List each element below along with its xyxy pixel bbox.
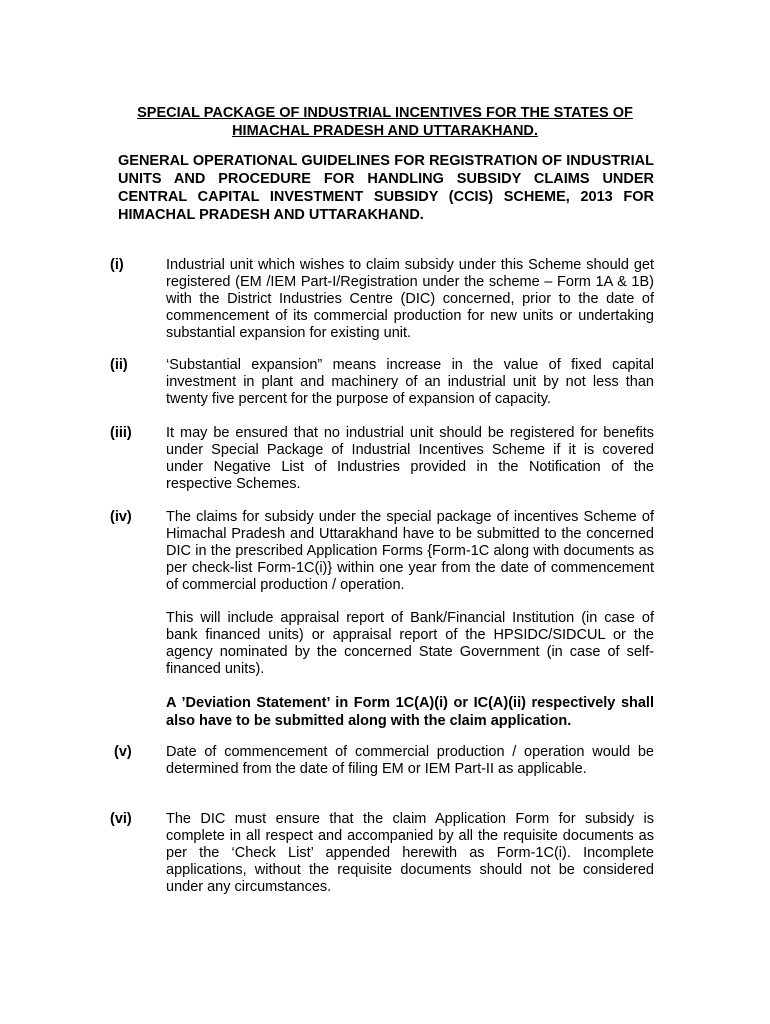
item-text: ‘Substantial expansion” means increase in the value of fixed capital investment in plant and machinery of an industrial unit by not less than twenty five percent for the purpose of expansion of capacity. xyxy=(166,357,654,407)
item-number: (i) xyxy=(110,257,124,273)
item-text: It may be ensured that no industrial unit should be registered for benefits under Special Package of Industrial Incentives Scheme if it is covered under Negative List of Industries provided in the Notification of the respective Schemes. xyxy=(166,425,654,492)
document-title xyxy=(100,104,670,140)
item-number: (iii) xyxy=(110,425,132,441)
item-text: Date of commencement of commercial production / operation would be determined from the date of filing EM or IEM Part-II as applicable. xyxy=(166,744,654,777)
title-line-1: SPECIAL PACKAGE OF INDUSTRIAL INCENTIVES FOR THE STATES OF xyxy=(137,105,633,121)
item-number: (ii) xyxy=(110,357,128,373)
guidelines-heading: GENERAL OPERATIONAL GUIDELINES FOR REGISTRATION OF INDUSTRIAL UNITS AND PROCEDURE FOR HANDLING SUBSIDY CLAIMS UNDER CENTRAL CAPITAL INVESTMENT SUBSIDY (CCIS) SCHEME, 2013 FOR HIMACHAL PRADESH AND UTTARAKHAND. xyxy=(118,153,654,223)
deviation-statement-note: A ’Deviation Statement’ in Form 1C(A)(i) or IC(A)(ii) respectively shall also have to be submitted along with the claim application. xyxy=(166,695,654,729)
item-number: (vi) xyxy=(110,811,132,827)
item-number: (v) xyxy=(114,744,132,760)
item-number: (iv) xyxy=(110,509,132,525)
title-line-2: HIMACHAL PRADESH AND UTTARAKHAND. xyxy=(232,123,538,139)
item-text: Industrial unit which wishes to claim subsidy under this Scheme should get registered (EM /IEM Part-I/Registration under the scheme – Form 1A & 1B) with the District Industries Centre (DIC) concerned, prior to the date of commencement of its commercial production for new units or undertaking substantial expansion for existing unit. xyxy=(166,257,654,341)
item-text: The claims for subsidy under the special package of incentives Scheme of Himachal Pradesh and Uttarakhand have to be submitted to the concerned DIC in the prescribed Application Forms {Form-1C along with documents as per check-list Form-1C(i)} within one year from the date of commencement of commercial production / operation. xyxy=(166,509,654,593)
item-text-continued: This will include appraisal report of Bank/Financial Institution (in case of bank financed units) or appraisal report of the HPSIDC/SIDCUL or the agency nominated by the concerned State Government (in case of self-financed units). xyxy=(166,610,654,677)
item-text: The DIC must ensure that the claim Application Form for subsidy is complete in all respect and accompanied by all the requisite documents as per the ‘Check List’ appended herewith as Form-1C(i). Incomplete applications, without the requisite documents should not be considered under any circumstances. xyxy=(166,811,654,895)
